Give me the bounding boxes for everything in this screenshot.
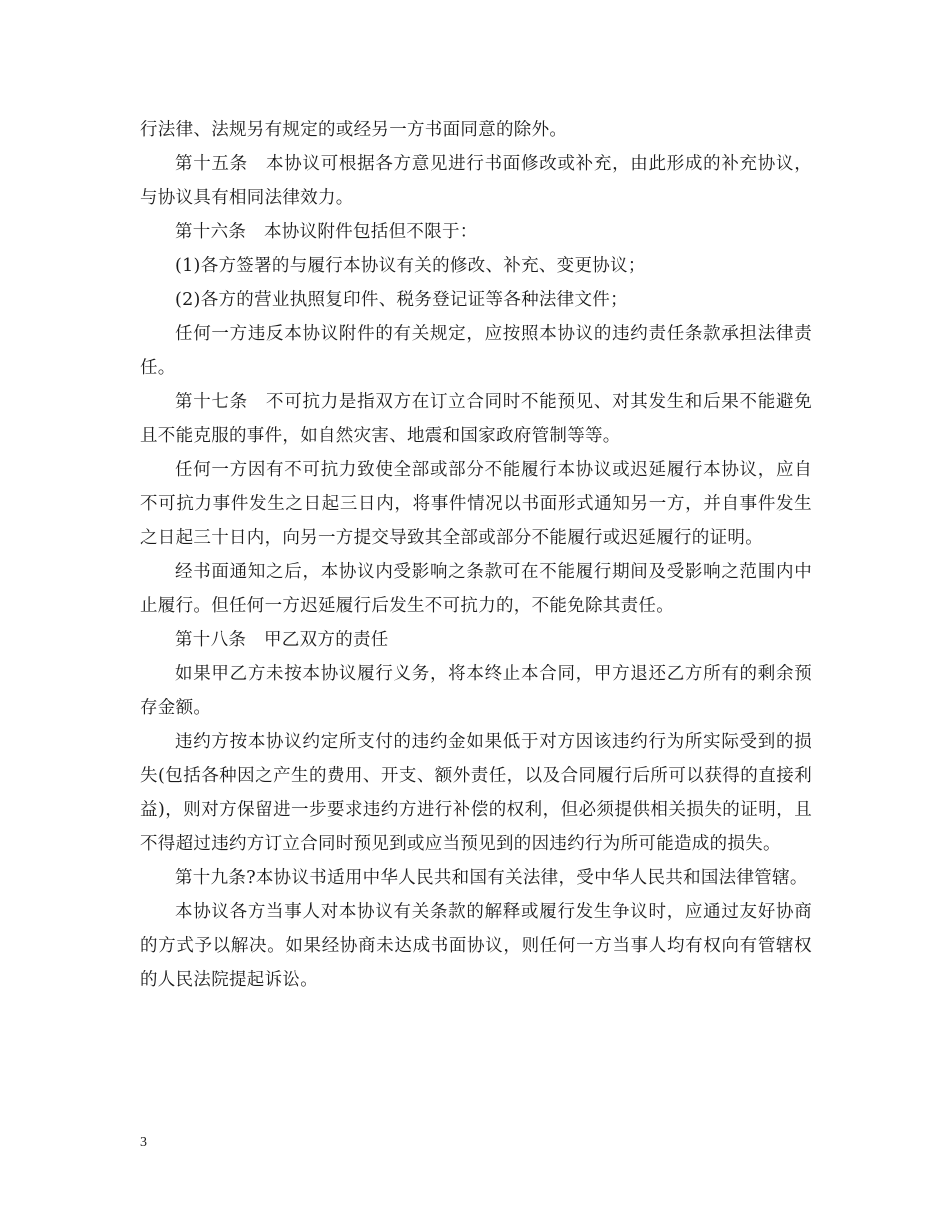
- paragraph-force-majeure-notice: 任何一方因有不可抗力致使全部或部分不能履行本协议或迟延履行本协议，应自不可抗力事件发生之日起三日内，将事件情况以书面形式通知另一方，并自事件发生之日起三十日内，向另一方提交导致其全部或部分不能履行或迟延履行的证明。: [140, 460, 812, 548]
- paragraph-article-15: 第十五条 本协议可根据各方意见进行书面修改或补充，由此形成的补充协议，与协议具有相同法律效力。: [140, 154, 812, 208]
- paragraph-dispute-resolution: 本协议各方当事人对本协议有关条款的解释或履行发生争议时，应通过友好协商的方式予以解决。如果经协商未达成书面协议，则任何一方当事人均有权向有管辖权的人民法院提起诉讼。: [140, 902, 812, 990]
- paragraph-penalty-compensation: 违约方按本协议约定所支付的违约金如果低于对方因该违约行为所实际受到的损失(包括各种因之产生的费用、开支、额外责任，以及合同履行后所可以获得的直接利益)，则对方保留进一步要求违约方进行补偿的权利，但必须提供相关损失的证明，且不得超过违约方订立合同时预见到或应当预见到的因违约行为所可能造成的损失。: [140, 732, 812, 854]
- document-body: [140, 113, 812, 997]
- paragraph-attachment-item-2: (2)各方的营业执照复印件、税务登记证等各种法律文件；: [175, 290, 628, 310]
- paragraph-article-19: 第十九条?本协议书适用中华人民共和国有关法律，受中华人民共和国法律管辖。: [175, 868, 808, 888]
- paragraph-article-17: 第十七条 不可抗力是指双方在订立合同时不能预见、对其发生和后果不能避免且不能克服的事件，如自然灾害、地震和国家政府管制等等。: [140, 392, 812, 446]
- paragraph-attachment-item-1: (1)各方签署的与履行本协议有关的修改、补充、变更协议；: [175, 256, 646, 276]
- paragraph-continuation: 行法律、法规另有规定的或经另一方书面同意的除外。: [140, 120, 568, 140]
- paragraph-termination-refund: 如果甲乙方未按本协议履行义务，将本终止本合同，甲方退还乙方所有的剩余预存金额。: [140, 664, 812, 718]
- page-number: 3: [140, 1135, 147, 1150]
- paragraph-article-16: 第十六条 本协议附件包括但不限于：: [175, 222, 478, 242]
- paragraph-attachment-breach: 任何一方违反本协议附件的有关规定，应按照本协议的违约责任条款承担法律责任。: [140, 324, 812, 378]
- paragraph-article-18: 第十八条 甲乙双方的责任: [175, 630, 389, 650]
- paragraph-force-majeure-suspension: 经书面通知之后，本协议内受影响之条款可在不能履行期间及受影响之范围内中止履行。但任何一方迟延履行后发生不可抗力的，不能免除其责任。: [140, 562, 812, 616]
